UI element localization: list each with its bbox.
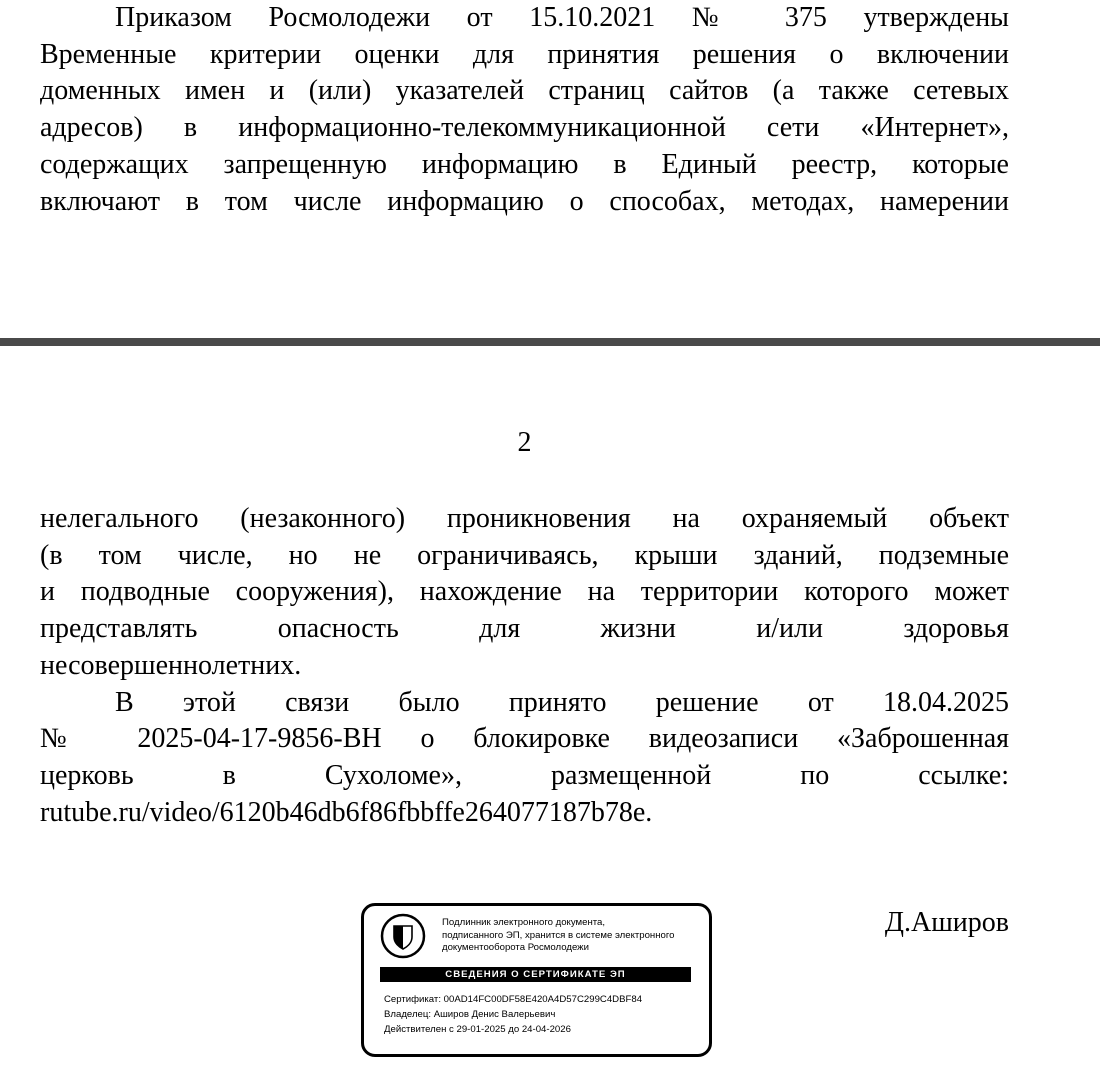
signatory-name: Д.Аширов — [884, 907, 1009, 938]
certificate-owner: Владелец: Аширов Денис Валерьевич — [384, 1009, 556, 1020]
electronic-signature-stamp — [361, 903, 712, 1057]
text-line: доменных имен и (или) указателей страниц сайтов (а также сетевых — [40, 75, 1009, 107]
text-line: нелегального (незаконного) проникновения на охраняемый объект — [40, 503, 1009, 534]
text-line: и подводные сооружения), нахождение на территории которого может — [40, 576, 1009, 608]
stamp-details — [384, 992, 704, 1037]
stamp-header-line: Подлинник электронного документа, — [442, 917, 606, 928]
text-line: содержащих запрещенную информацию в Единый реестр, которые — [40, 148, 1009, 180]
text-line: № 2025-04-17-9856-ВН о блокировке видеозаписи «Заброшенная — [40, 723, 1009, 755]
text-line: представлять опасность для жизни и/или здоровья — [40, 613, 1009, 645]
stamp-certificate-bar: СВЕДЕНИЯ О СЕРТИФИКАТЕ ЭП — [380, 967, 691, 982]
text-line: (в том числе, но не ограничиваясь, крыши зданий, подземные — [40, 539, 1009, 571]
stamp-header-line: документооборота Росмолодежи — [442, 942, 589, 954]
text-line: Приказом Росмолодежи от 15.10.2021 № 375 утверждены — [115, 2, 1009, 33]
body-text — [40, 501, 1009, 831]
page-separator — [0, 338, 1100, 346]
certificate-validity: Действителен с 29-01-2025 до 24-04-2026 — [384, 1024, 571, 1035]
text-line: адресов) в информационно-телекоммуникационной сети «Интернет», — [40, 112, 1009, 144]
text-line: В этой связи было принято решение от 18.04.2025 — [115, 686, 1009, 718]
text-line: церковь в Сухоломе», размещенной по ссылке: — [40, 759, 1009, 791]
text-line: несовершеннолетних. — [40, 649, 302, 681]
text-line: Временные критерии оценки для принятия решения о включении — [40, 38, 1009, 70]
stamp-header-line: подписанного ЭП, хранится в системе электронного — [442, 929, 675, 941]
stamp-header — [442, 917, 707, 955]
page-top — [0, 0, 1100, 338]
shield-emblem-icon — [380, 913, 426, 959]
paragraph-decision — [40, 685, 1009, 832]
video-link-text: rutube.ru/video/6120b46db6f86fbbffe264077187b78e. — [40, 796, 653, 828]
text-line: включают в том числе информацию о способах, методах, намерении — [40, 185, 1009, 217]
paragraph-continuation — [40, 501, 1009, 685]
top-paragraph — [40, 0, 1009, 220]
certificate-number: Сертификат: 00AD14FC00DF58E420A4D57C299C4DBF84 — [384, 994, 643, 1005]
page-number: 2 — [517, 427, 532, 458]
